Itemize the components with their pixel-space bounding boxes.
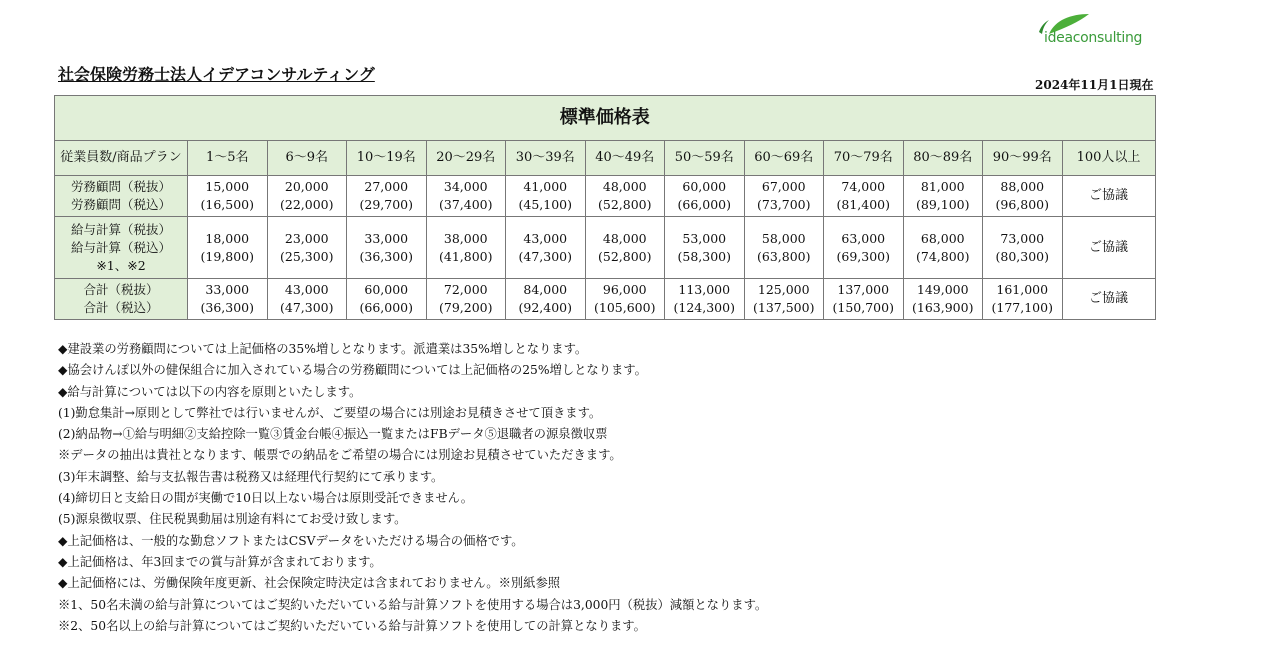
note-line: (5)源泉徴収票、住民税異動届は別途有料にてお受け致します。: [58, 512, 407, 527]
header-label: 従業員数/商品プラン: [55, 141, 188, 176]
note-line: (4)締切日と支給日の間が実働で10日以上ない場合は原則受託できません。: [58, 491, 474, 506]
price-cell: [585, 279, 665, 320]
column-header: 1～5名: [188, 141, 268, 176]
price-excl-tax: 41,000: [523, 179, 568, 194]
price-incl-tax: (66,000): [359, 300, 413, 315]
price-incl-tax: (80,300): [995, 248, 1049, 264]
price-cell: [903, 217, 983, 279]
price-excl-tax: 68,000: [920, 230, 965, 246]
price-incl-tax: (137,500): [753, 300, 815, 315]
price-excl-tax: 161,000: [996, 282, 1049, 297]
note-line: ◆給与計算については以下の内容を原則といたします。: [58, 384, 362, 399]
price-excl-tax: 60,000: [364, 282, 409, 297]
price-cell: [983, 176, 1063, 217]
price-cell: [983, 217, 1063, 279]
price-excl-tax: 43,000: [523, 230, 568, 246]
note-line: ◆上記価格は、一般的な勤怠ソフトまたはCSVデータをいただける場合の価格です。: [58, 533, 524, 548]
price-incl-tax: (74,800): [916, 248, 970, 264]
price-excl-tax: 33,000: [205, 282, 250, 297]
price-incl-tax: (73,700): [757, 197, 811, 212]
price-excl-tax: 96,000: [602, 282, 647, 297]
price-excl-tax: 84,000: [523, 282, 568, 297]
table-title: 標準価格表: [55, 96, 1156, 141]
price-cell: [426, 279, 506, 320]
price-excl-tax: 34,000: [443, 179, 488, 194]
price-excl-tax: 23,000: [284, 230, 329, 246]
price-cell: [426, 217, 506, 279]
price-excl-tax: 149,000: [916, 282, 969, 297]
price-cell: [744, 217, 824, 279]
negotiable-cell: ご協議: [1062, 279, 1155, 320]
row-label: [55, 279, 188, 320]
price-incl-tax: (69,300): [836, 248, 890, 264]
row-label-line: 労務顧問（税込）: [70, 197, 171, 212]
price-excl-tax: 137,000: [837, 282, 890, 297]
price-cell: [903, 279, 983, 320]
price-cell: [824, 176, 904, 217]
price-incl-tax: (66,000): [677, 197, 731, 212]
row-label-line: 給与計算（税込）: [70, 239, 171, 255]
column-header: 20～29名: [426, 141, 506, 176]
column-header: 60～69名: [744, 141, 824, 176]
company-logo: [1033, 12, 1143, 48]
price-cell: [744, 176, 824, 217]
price-excl-tax: 18,000: [205, 230, 250, 246]
note-line: (2)納品物→①給与明細②支給控除一覧③賃金台帳④振込一覧またはFBデータ⑤退職者の源泉徴収票: [58, 427, 608, 442]
effective-date: 2024年11月1日現在: [1035, 78, 1154, 92]
negotiable-cell: ご協議: [1062, 176, 1155, 217]
table-row: [55, 279, 1156, 320]
price-cell: [347, 217, 427, 279]
note-line: (3)年末調整、給与支払報告書は税務又は経理代行契約にて承ります。: [58, 469, 444, 484]
table-row: [55, 217, 1156, 279]
price-table: [54, 95, 1156, 320]
price-incl-tax: (92,400): [518, 300, 572, 315]
negotiable-cell: ご協議: [1062, 217, 1155, 279]
column-header: 90～99名: [983, 141, 1063, 176]
price-excl-tax: 38,000: [443, 230, 488, 246]
price-cell: [506, 217, 586, 279]
price-incl-tax: (41,800): [439, 248, 493, 264]
price-cell: [267, 279, 347, 320]
price-cell: [585, 217, 665, 279]
column-header: 80～89名: [903, 141, 983, 176]
price-excl-tax: 72,000: [443, 282, 488, 297]
price-cell: [903, 176, 983, 217]
column-header: 50～59名: [665, 141, 745, 176]
price-cell: [744, 279, 824, 320]
row-label-line: 労務顧問（税抜）: [70, 179, 171, 194]
price-excl-tax: 27,000: [364, 179, 409, 194]
price-excl-tax: 33,000: [364, 230, 409, 246]
price-cell: [824, 279, 904, 320]
row-label-line: 合計（税抜）: [83, 282, 159, 297]
price-incl-tax: (36,300): [359, 248, 413, 264]
price-incl-tax: (150,700): [832, 300, 894, 315]
price-cell: [585, 176, 665, 217]
price-cell: [426, 176, 506, 217]
price-incl-tax: (177,100): [991, 300, 1053, 315]
price-cell: [347, 176, 427, 217]
price-excl-tax: 15,000: [205, 179, 250, 194]
table-row: [55, 176, 1156, 217]
price-excl-tax: 88,000: [1000, 179, 1045, 194]
price-cell: [188, 176, 268, 217]
price-cell: [188, 217, 268, 279]
price-incl-tax: (58,300): [677, 248, 731, 264]
price-incl-tax: (45,100): [518, 197, 572, 212]
price-incl-tax: (81,400): [836, 197, 890, 212]
price-incl-tax: (19,800): [200, 248, 254, 264]
price-incl-tax: (37,400): [439, 197, 493, 212]
price-incl-tax: (29,700): [359, 197, 413, 212]
column-header: 40～49名: [585, 141, 665, 176]
price-cell: [824, 217, 904, 279]
price-cell: [665, 279, 745, 320]
price-incl-tax: (52,800): [598, 197, 652, 212]
price-cell: [267, 217, 347, 279]
price-excl-tax: 67,000: [761, 179, 806, 194]
company-name: 社会保険労務士法人イデアコンサルティング: [58, 65, 375, 84]
price-incl-tax: (79,200): [439, 300, 493, 315]
price-excl-tax: 58,000: [761, 230, 806, 246]
price-incl-tax: (16,500): [200, 197, 254, 212]
logo-text: ideaconsulting: [1044, 30, 1143, 46]
price-excl-tax: 20,000: [284, 179, 329, 194]
price-excl-tax: 125,000: [757, 282, 810, 297]
price-excl-tax: 113,000: [678, 282, 731, 297]
price-cell: [506, 279, 586, 320]
price-incl-tax: (124,300): [673, 300, 735, 315]
note-line: ※データの抽出は貴社となります、帳票での納品をご希望の場合には別途お見積させていただきます。: [58, 448, 622, 463]
price-cell: [665, 217, 745, 279]
price-cell: [347, 279, 427, 320]
price-incl-tax: (52,800): [598, 248, 652, 264]
note-line: ※1、50名未満の給与計算についてはご契約いただいている給与計算ソフトを使用する場合は3,000円（税抜）減額となります。: [58, 597, 768, 612]
notes-list: [58, 339, 767, 637]
column-header: 10～19名: [347, 141, 427, 176]
price-excl-tax: 60,000: [682, 179, 727, 194]
price-cell: [983, 279, 1063, 320]
row-label-line: ※1、※2: [96, 257, 146, 273]
column-header: 100人以上: [1062, 141, 1155, 176]
price-excl-tax: 81,000: [920, 179, 965, 194]
price-incl-tax: (63,800): [757, 248, 811, 264]
price-incl-tax: (163,900): [912, 300, 974, 315]
row-label-line: 合計（税込）: [83, 300, 159, 315]
table-title-row: [55, 96, 1156, 141]
column-header: 6～9名: [267, 141, 347, 176]
price-excl-tax: 74,000: [841, 179, 886, 194]
price-incl-tax: (25,300): [280, 248, 334, 264]
price-excl-tax: 48,000: [602, 230, 647, 246]
note-line: ◆協会けんぽ以外の健保組合に加入されている場合の労務顧問については上記価格の25%増しとなります。: [58, 363, 647, 378]
price-cell: [267, 176, 347, 217]
price-excl-tax: 53,000: [682, 230, 727, 246]
price-incl-tax: (36,300): [200, 300, 254, 315]
column-header: 30～39名: [506, 141, 586, 176]
price-excl-tax: 43,000: [284, 282, 329, 297]
price-incl-tax: (105,600): [594, 300, 656, 315]
row-label-line: 給与計算（税抜）: [70, 221, 171, 237]
row-label: [55, 176, 188, 217]
price-cell: [665, 176, 745, 217]
price-incl-tax: (89,100): [916, 197, 970, 212]
price-incl-tax: (22,000): [280, 197, 334, 212]
price-incl-tax: (47,300): [518, 248, 572, 264]
price-cell: [188, 279, 268, 320]
column-header: 70～79名: [824, 141, 904, 176]
note-line: ◆建設業の労務顧問については上記価格の35%増しとなります。派遣業は35%増しとなります。: [58, 342, 588, 356]
table-header-row: [55, 141, 1156, 176]
note-line: ◆上記価格は、年3回までの賞与計算が含まれております。: [58, 554, 382, 569]
note-line: (1)勤怠集計→原則として弊社では行いませんが、ご要望の場合には別途お見積きさせて頂きます。: [58, 405, 602, 420]
price-excl-tax: 48,000: [602, 179, 647, 194]
row-label: [55, 217, 188, 279]
price-excl-tax: 63,000: [841, 230, 886, 246]
note-line: ◆上記価格には、労働保険年度更新、社会保険定時決定は含まれておりません。※別紙参照: [58, 576, 561, 591]
price-incl-tax: (47,300): [280, 300, 334, 315]
note-line: ※2、50名以上の給与計算についてはご契約いただいている給与計算ソフトを使用しての計算となります。: [58, 618, 646, 633]
price-cell: [506, 176, 586, 217]
price-incl-tax: (96,800): [995, 197, 1049, 212]
price-excl-tax: 73,000: [1000, 230, 1045, 246]
